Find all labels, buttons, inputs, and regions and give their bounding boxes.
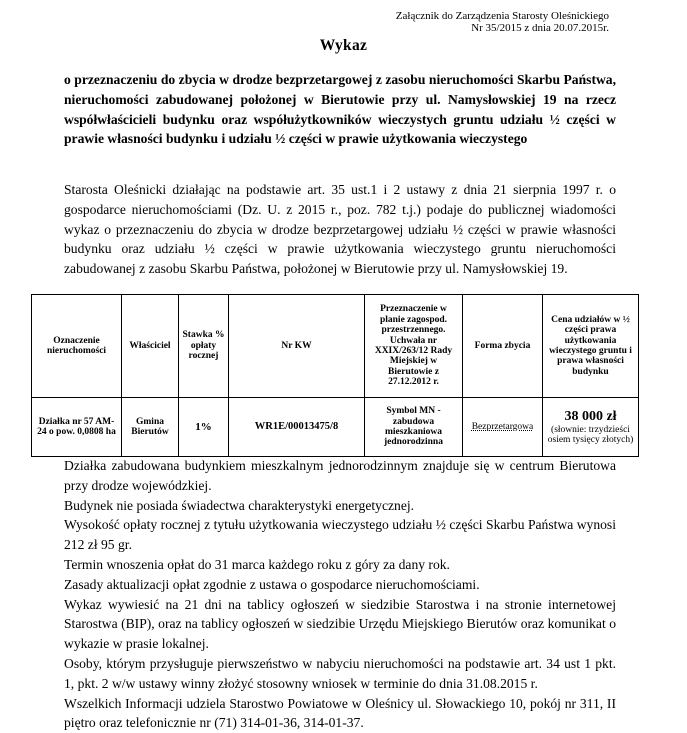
attachment-line-1: Załącznik do Zarządzenia Starosty Oleśnickiego xyxy=(395,10,609,22)
property-table xyxy=(31,294,639,457)
cell-owner: Gmina Bierutów xyxy=(122,398,179,457)
intro-paragraph: Starosta Oleśnicki działając na podstawie art. 35 ust.1 i 2 ustawy z dnia 21 sierpnia 1997 r. o gospodarce nieruchomościami (Dz. U. z 2015 r., poz. 782 t.j.) podaje do publicznej wiadomości wykaz o przeznaczeniu do zbycia w drodze bezprzetargowej udziału ½ części w prawie własności budynku oraz udziału ½ części w prawie użytkowania wieczystego gruntu nieruchomości zabudowanej z zasobu Skarbu Państwa, położonej w Bierutowie przy ul. Namysłowskiej 19. xyxy=(64,182,616,277)
cell-parcel: Działka nr 57 AM-24 o pow. 0,0808 ha xyxy=(32,398,122,457)
price-in-words: (słownie: trzydzieści osiem tysięcy złotych) xyxy=(547,424,634,445)
header-form: Forma zbycia xyxy=(463,295,543,398)
paragraph-priority: Osoby, którym przysługuje pierwszeństwo w nabyciu nieruchomości na podstawie art. 34 ust 1 pkt. 1, pkt. 2 w/w ustawy winny złożyć stosowny wniosek w terminie do dnia 31.08.2015 r. xyxy=(64,655,616,691)
header-owner: Właściciel xyxy=(122,295,179,398)
paragraph-annual-fee: Wysokość opłaty rocznej z tytułu użytkowania wieczystego udziału ½ części Skarbu Państwa wynosi 212 zł 95 gr. xyxy=(64,517,616,553)
price-value: 38 000 zł xyxy=(564,408,617,424)
header-purpose: Przeznaczenie w planie zagospod. przestrzennego. Uchwała nr XXIX/263/12 Rady Miejskiej w Bierutowie z 27.12.2012 r. xyxy=(365,295,463,398)
table-header-row xyxy=(32,295,639,398)
paragraph-contact: Wszelkich Informacji udziela Starostwo Powiatowe w Oleśnicy ul. Słowackiego 10, pokój nr 311, II piętro oraz telefonicznie nr (71) 314-01-36, 314-01-37. xyxy=(64,695,616,731)
cell-purpose: Symbol MN - zabudowa mieszkaniowa jednorodzinna xyxy=(365,398,463,457)
cell-kw: WR1E/00013475/8 xyxy=(229,398,365,457)
paragraph-parcel-location: Działka zabudowana budynkiem mieszkalnym jednorodzinnym znajduje się w centrum Bierutowa przy drodze wojewódzkiej. xyxy=(64,458,616,493)
paragraph-energy-certificate: Budynek nie posiada świadectwa charakterystyki energetycznej. xyxy=(64,497,415,513)
form-value: Bezprzetargowa xyxy=(471,421,534,432)
header-kw: Nr KW xyxy=(229,295,365,398)
attachment-note xyxy=(309,10,609,34)
details-section xyxy=(64,456,616,733)
attachment-line-2: Nr 35/2015 z dnia 20.07.2015r. xyxy=(471,22,609,34)
document-subject: o przeznaczeniu do zbycia w drodze bezprzetargowej z zasobu nieruchomości Skarbu Państwa, nieruchomości zabudowanej położonej w Bierutowie przy ul. Namysłowskiej 19 na rzecz współwłaścicieli budynku oraz współużytkowników wieczystych gruntu udziału ½ części w prawie własności budynku i udziału ½ części w prawie użytkowania wieczystego xyxy=(64,72,616,147)
document-title: Wykaz xyxy=(319,37,368,54)
paragraph-payment-deadline: Termin wnoszenia opłat do 31 marca każdego roku z góry za dany rok. xyxy=(64,556,450,572)
paragraph-publication: Wykaz wywiesić na 21 dni na tablicy ogłoszeń w siedzibie Starostwa i na stronie internetowej Starostwa (BIP), oraz na tablicy ogłoszeń w siedzibie Urzędu Miejskiego Bierutów oraz komunikat o wykazie w prasie lokalnej. xyxy=(64,596,616,652)
cell-price xyxy=(543,398,639,457)
header-designation: Oznaczenie nieruchomości xyxy=(32,295,122,398)
cell-rate: 1% xyxy=(179,398,229,457)
cell-form xyxy=(463,398,543,457)
header-rate: Stawka % opłaty rocznej xyxy=(179,295,229,398)
table-row xyxy=(32,398,639,457)
paragraph-fee-update: Zasady aktualizacji opłat zgodnie z ustawa o gospodarce nieruchomościami. xyxy=(64,576,480,592)
header-price: Cena udziałów w ½ części prawa użytkowania wieczystego gruntu i prawa własności budynku xyxy=(543,295,639,398)
